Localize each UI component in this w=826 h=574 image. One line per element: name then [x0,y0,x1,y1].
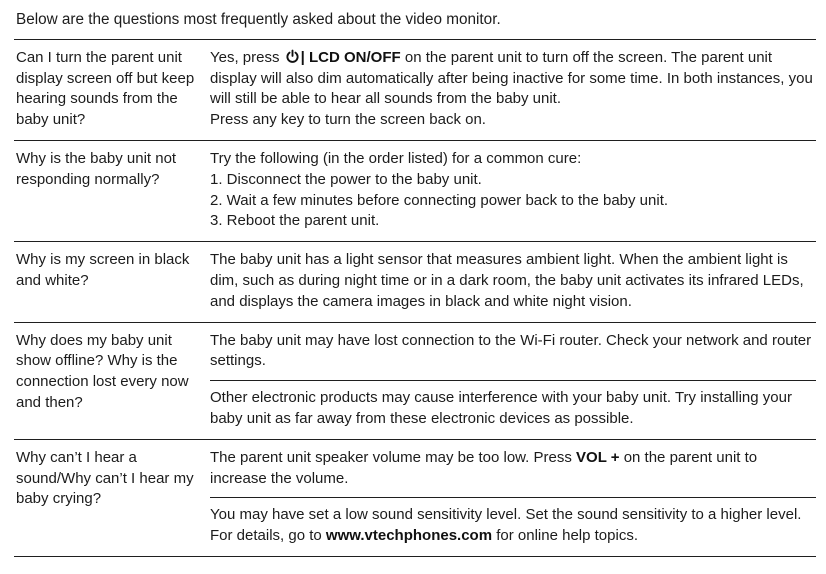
answer-step-1: 1. Disconnect the power to the baby unit. [210,170,482,188]
faq-table [14,40,816,557]
faq-question: Why can’t I hear a sound/Why can’t I hear my baby crying? [16,448,194,508]
answer-text: for online help topics. [492,527,638,545]
answer-paragraph: The baby unit has a light sensor that measures ambient light. When the ambient light is dim, such as during night time or in a dark room, the baby unit activates its infrared LEDs, and displays the camera images in black and white night vision. [210,251,804,310]
answer-text: Yes, press [210,48,284,66]
answer-paragraph-2 [210,497,816,547]
faq-answer [210,330,816,430]
answer-paragraph [210,448,816,490]
faq-question: Why is my screen in black and white? [16,251,190,289]
answer-step-3: 3. Reboot the parent unit. [210,212,380,230]
faq-row-no-sound [14,440,816,557]
answer-text: on the parent unit to turn off the screen. The parent unit display will also dim automatically after being inactive for some time. In both instances, you will still be able to hear all sounds from the baby unit. [210,48,813,108]
faq-row-offline [14,323,816,440]
faq-question: Why does my baby unit show offline? Why is the connection lost every now and then? [16,331,189,411]
faq-answer [210,47,816,131]
faq-question: Why is the baby unit not responding normally? [16,149,177,188]
faq-answer [210,148,816,232]
answer-bold-vol-plus: VOL + [576,448,620,466]
faq-row-not-responding [14,141,816,242]
faq-row-black-and-white [14,242,816,322]
faq-row-lcd-onoff [14,40,816,141]
answer-text: The parent unit speaker volume may be too low. Press [210,448,577,466]
faq-answer [210,249,816,312]
faq-answer [210,447,816,547]
answer-bold-website-url: www.vtechphones.com [325,527,493,545]
power-icon [285,49,300,64]
answer-paragraph-2: Other electronic products may cause interference with your baby unit. Try installing your baby unit as far away from these electronic devices as possible. [210,380,816,430]
answer-line: Try the following (in the order listed) for a common cure: [210,149,582,167]
answer-bold-lcd-onoff: | LCD ON/OFF [300,48,401,66]
answer-paragraph [210,48,816,110]
answer-line: Press any key to turn the screen back on. [210,111,486,129]
answer-step-2: 2. Wait a few minutes before connecting power back to the baby unit. [210,191,669,209]
answer-paragraph: The baby unit may have lost connection to the Wi-Fi router. Check your network and router settings. [210,331,812,370]
faq-question: Can I turn the parent unit display screen off but keep hearing sounds from the baby unit? [16,48,195,129]
intro-text: Below are the questions most frequently asked about the video monitor. [14,6,816,40]
answer-text: You may have set a low sound sensitivity level. Set the sound sensitivity to a higher level. For details, go to [210,506,802,545]
answer-text: on the parent unit to increase the volume. [210,448,758,487]
